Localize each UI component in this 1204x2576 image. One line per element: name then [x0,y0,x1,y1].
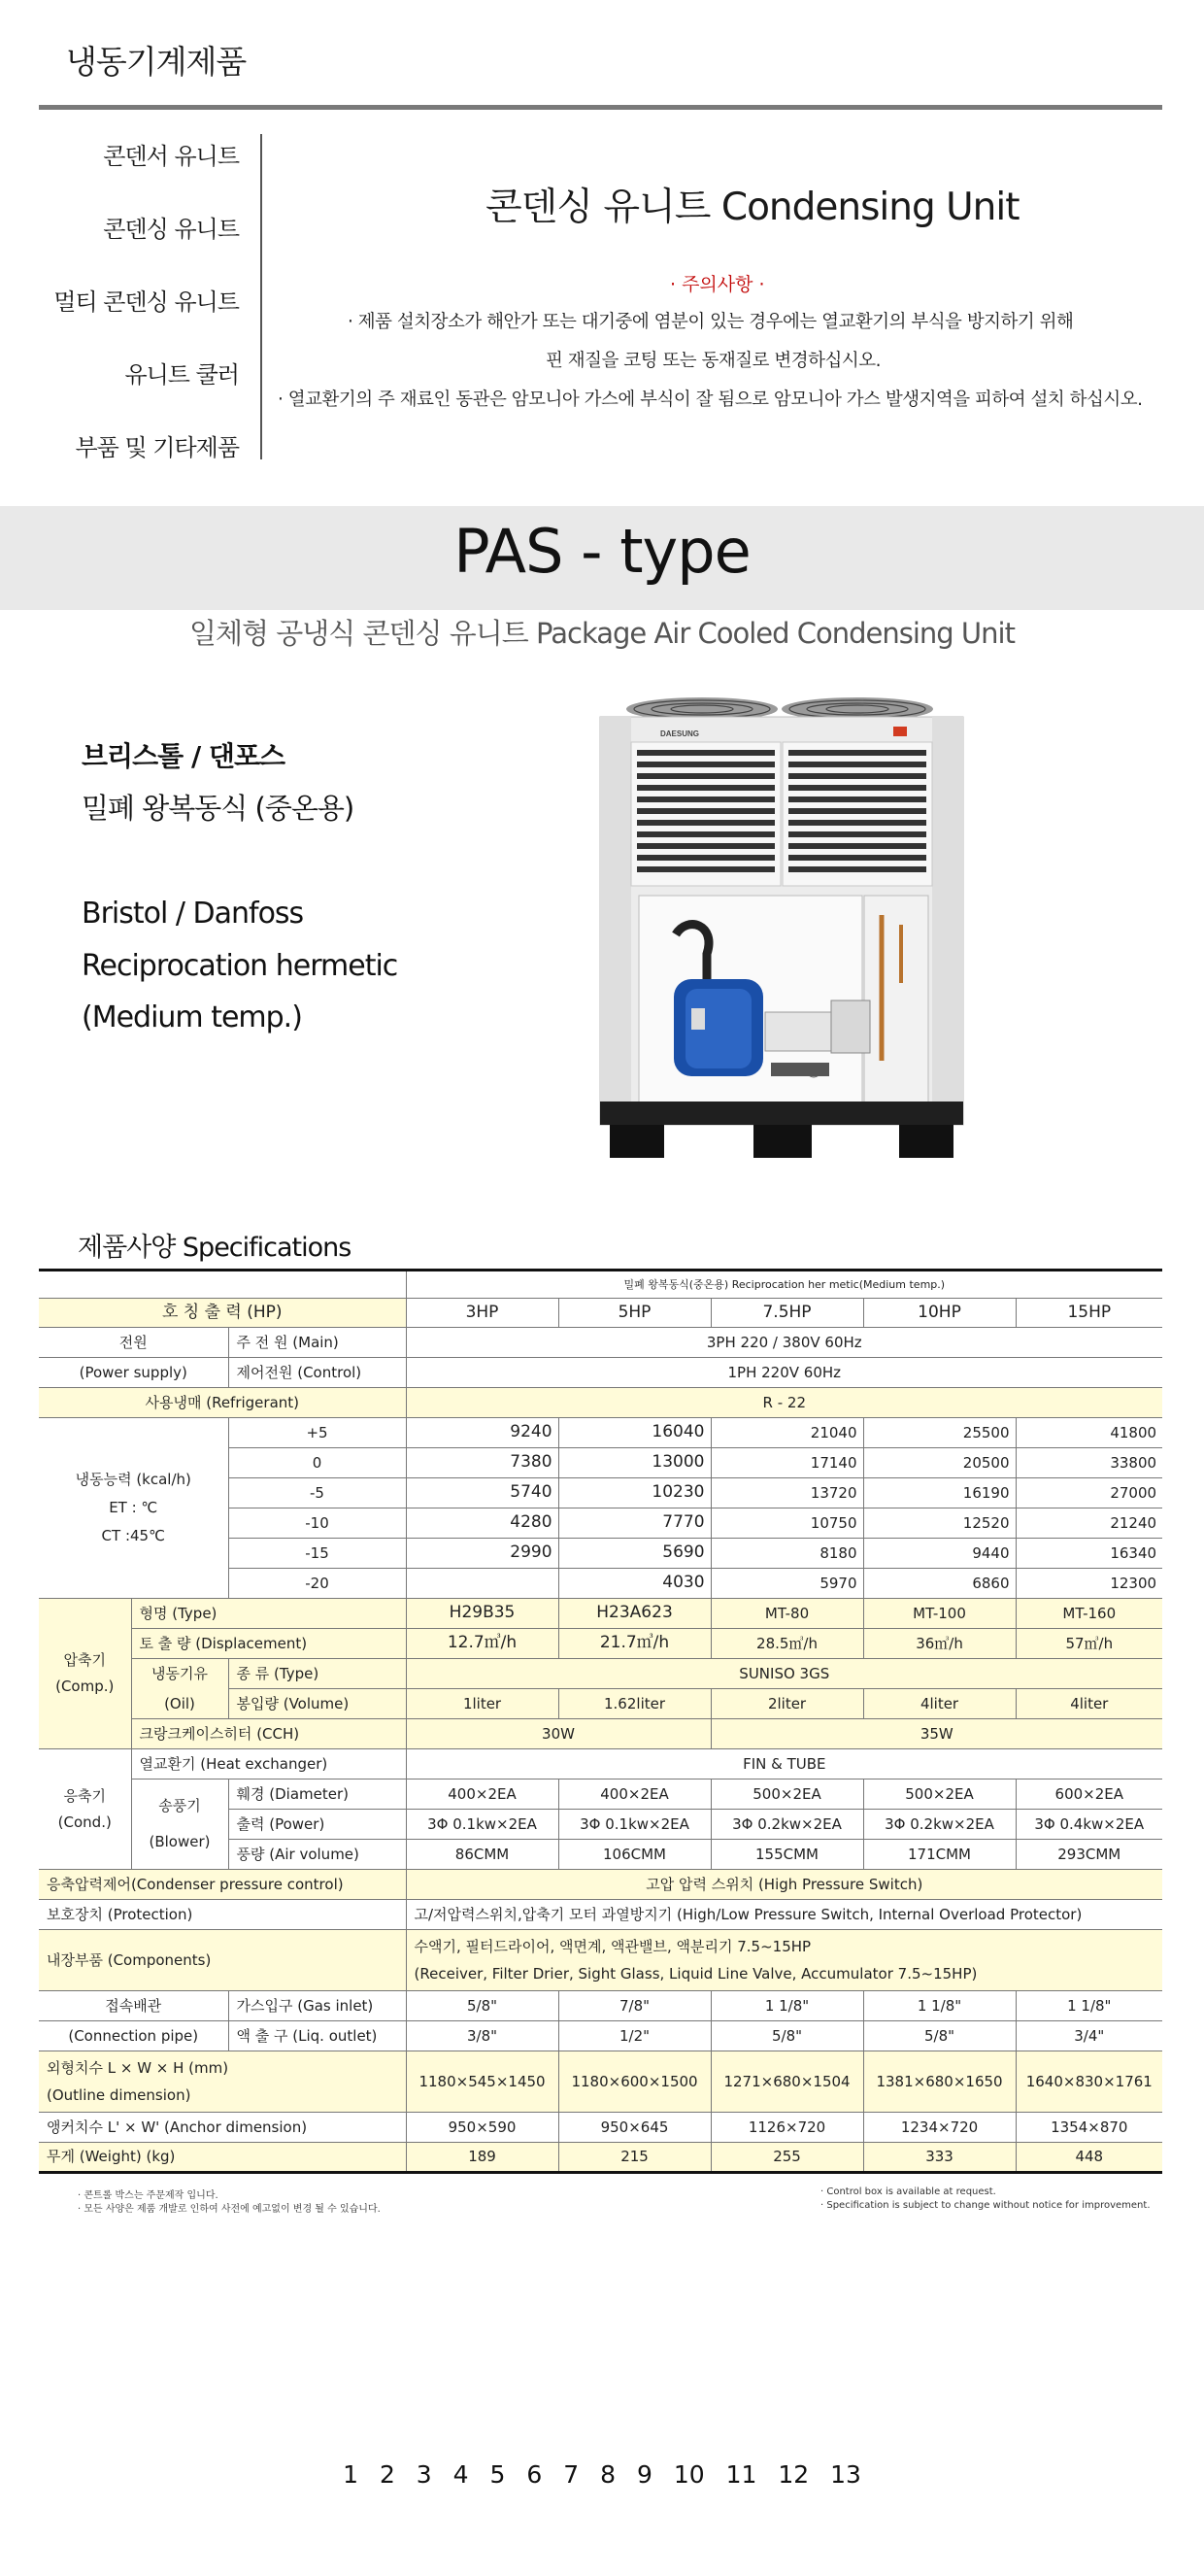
outline-label-ko: 외형치수 L × W × H (mm) [47,2058,229,2077]
cch-large-value: 35W [711,1719,1162,1749]
components-value-en: (Receiver, Filter Drier, Sight Glass, Liquid Line Valve, Accumulator 7.5~15HP) [414,1965,978,1983]
capacity-et-value: 0 [228,1448,406,1478]
anchor-label: 앵커치수 L' × W' (Anchor dimension) [39,2113,406,2143]
pagination [0,2460,1204,2489]
protection-value: 고/저압력스위치,압축기 모터 과열방지기 (High/Low Pressure Switch, Internal Overload Protector) [406,1900,1162,1930]
capacity-cell: 16340 [1016,1539,1162,1569]
table-row [39,1629,1162,1659]
capacity-cell: 9440 [863,1539,1016,1569]
capacity-cell: 10750 [711,1508,863,1539]
power-main-label: 주 전 원 (Main) [228,1328,406,1358]
svg-text:DAESUNG: DAESUNG [660,729,700,738]
blower-power-cell: 3Φ 0.2kw×2EA [863,1810,1016,1840]
capacity-cell: 17140 [711,1448,863,1478]
components-value-ko: 수액기, 필터드라이어, 액면계, 액관밸브, 액분리기 7.5~15HP [414,1937,812,1955]
blower-power-cell: 3Φ 0.1kw×2EA [406,1810,558,1840]
nav-item-parts[interactable]: 부품 및 기타제품 [75,434,239,461]
liquid-outlet-label: 액 출 구 (Liq. outlet) [228,2021,406,2051]
weight-cell: 255 [711,2143,863,2173]
description-brand-ko: 브리스톨 / 댄포스 [82,740,285,772]
compressor-type: H29B35 [406,1599,558,1629]
oil-label-en: (Oil) [164,1694,195,1712]
oil-label-ko: 냉동기유 [151,1664,208,1682]
gas-inlet-cell: 1 1/8" [1016,1991,1162,2021]
gas-inlet-cell: 5/8" [406,1991,558,2021]
compressor-type: H23A623 [558,1599,711,1629]
capacity-label-text: 냉동능력 (kcal/h) [75,1471,191,1489]
capacity-et-value: +5 [228,1418,406,1448]
page-link-5[interactable]: 5 [489,2460,506,2489]
capacity-et-value: -10 [228,1508,406,1539]
capacity-cell: 16040 [558,1418,711,1448]
capacity-cell: 33800 [1016,1448,1162,1478]
page-link-9[interactable]: 9 [636,2460,652,2489]
capacity-et-value: -20 [228,1569,406,1599]
liquid-outlet-cell: 1/2" [558,2021,711,2051]
description-brand-en: Bristol / Danfoss [82,897,304,931]
page-link-10[interactable]: 10 [673,2460,705,2489]
table-row [39,1418,1162,1448]
caution-line: · 제품 설치장소가 해안가 또는 대기중에 염분이 있는 경우에는 열교환기의 부식을 방지하기 위해 [348,312,1074,332]
gas-inlet-cell: 1 1/8" [863,1991,1016,2021]
spec-blank-cell [39,1271,406,1299]
blower-label-en: (Blower) [149,1833,211,1850]
page-link-13[interactable]: 13 [830,2460,861,2489]
capacity-cell: 25500 [863,1418,1016,1448]
table-row [39,1930,1162,1991]
capacity-cell: 12300 [1016,1569,1162,1599]
outline-label [39,2051,406,2113]
oil-volume-label: 봉입량 (Volume) [228,1689,406,1719]
caution-line: · 열교환기의 주 재료인 동관은 암모니아 가스에 부식이 잘 됨으로 암모니아 가스 발생지역을 피하여 설치 하십시오. [278,390,1143,410]
product-title: 콘덴싱 유니트 Condensing Unit [485,186,1020,229]
footnote-en: · Specification is subject to change without notice for improvement. [820,2200,1151,2211]
footnote-ko: · 모든 사양은 제품 개발로 인하여 사전에 예고없이 변경 될 수 있습니다. [78,2204,381,2215]
footnote-ko: · 콘트롤 박스는 주문제작 입니다. [78,2190,218,2201]
capacity-cell: 21040 [711,1418,863,1448]
capacity-cell: 13720 [711,1478,863,1508]
table-row [39,1779,1162,1810]
displacement-cell: 57㎥/h [1016,1629,1162,1659]
table-row [39,1388,1162,1418]
capacity-et-value: -5 [228,1478,406,1508]
oil-type-label: 종 류 (Type) [228,1659,406,1689]
type-title: PAS - type [453,516,751,587]
table-row [39,1659,1162,1689]
page-heading: 냉동기계제품 [66,43,247,81]
page-link-11[interactable]: 11 [725,2460,757,2489]
footnote-en: · Control box is available at request. [820,2186,996,2197]
anchor-cell: 1234×720 [863,2113,1016,2143]
table-row [39,2143,1162,2173]
nav-item-condenser-unit[interactable]: 콘덴서 유니트 [103,143,239,170]
refrigerant-value: R - 22 [406,1388,1162,1418]
power-supply-label-ko: 전원 [39,1328,228,1358]
sub-title: 일체형 공냉식 콘덴싱 유니트 Package Air Cooled Condensing Unit [189,617,1015,650]
capacity-cell: 5970 [711,1569,863,1599]
oil-volume-cell: 2liter [711,1689,863,1719]
liquid-outlet-cell: 3/4" [1016,2021,1162,2051]
blower-label [131,1779,228,1870]
refrigerant-label: 사용냉매 (Refrigerant) [39,1388,406,1418]
table-row [39,1299,1162,1328]
page-link-8[interactable]: 8 [600,2460,616,2489]
liquid-outlet-cell: 3/8" [406,2021,558,2051]
capacity-et-value: -15 [228,1539,406,1569]
pressure-control-value: 고압 압력 스위치 (High Pressure Switch) [406,1870,1162,1900]
outline-cell: 1180×545×1450 [406,2051,558,2113]
liquid-outlet-cell: 5/8" [863,2021,1016,2051]
cch-small-value: 30W [406,1719,711,1749]
oil-label [131,1659,228,1719]
diameter-cell: 600×2EA [1016,1779,1162,1810]
table-row [39,1358,1162,1388]
spec-table [39,1269,1162,2174]
compressor-type: MT-100 [863,1599,1016,1629]
capacity-label [39,1418,228,1599]
diameter-cell: 500×2EA [863,1779,1016,1810]
nav-item-condensing-unit[interactable]: 콘덴싱 유니트 [103,216,239,243]
capacity-cell: 10230 [558,1478,711,1508]
air-volume-cell: 171CMM [863,1840,1016,1870]
outline-cell: 1271×680×1504 [711,2051,863,2113]
table-row [39,1719,1162,1749]
oil-type-value: SUNISO 3GS [406,1659,1162,1689]
nav-item-multi-condensing-unit[interactable]: 멀티 콘덴싱 유니트 [53,288,239,316]
capacity-cell: 9240 [406,1418,558,1448]
weight-cell: 189 [406,2143,558,2173]
page-link-3[interactable]: 3 [416,2460,432,2489]
condenser-label-en: (Cond.) [57,1813,112,1831]
model-header: 3HP [406,1299,558,1328]
capacity-cell: 20500 [863,1448,1016,1478]
diameter-label: 훼경 (Diameter) [228,1779,406,1810]
outline-cell: 1180×600×1500 [558,2051,711,2113]
protection-label: 보호장치 (Protection) [39,1900,406,1930]
displacement-cell: 28.5㎥/h [711,1629,863,1659]
weight-cell: 215 [558,2143,711,2173]
power-main-value: 3PH 220 / 380V 60Hz [406,1328,1162,1358]
heading-divider [39,105,1162,110]
air-volume-cell: 155CMM [711,1840,863,1870]
compressor-type: MT-80 [711,1599,863,1629]
capacity-ct: CT :45℃ [101,1526,165,1544]
model-header: 10HP [863,1299,1016,1328]
table-row [39,1991,1162,2021]
page-link-1[interactable]: 1 [343,2460,358,2489]
connection-label-ko: 접속배관 [39,1991,228,2021]
series-header: 밀폐 왕복동식(중온용) Reciprocation her metic(Medium temp.) [406,1271,1162,1299]
diameter-cell: 400×2EA [406,1779,558,1810]
capacity-cell: 5690 [558,1539,711,1569]
capacity-cell: 8180 [711,1539,863,1569]
outline-cell: 1640×830×1761 [1016,2051,1162,2113]
power-control-value: 1PH 220V 60Hz [406,1358,1162,1388]
displacement-cell: 21.7㎥/h [558,1629,711,1659]
model-header: 7.5HP [711,1299,863,1328]
capacity-cell: 6860 [863,1569,1016,1599]
compressor-label-en: (Comp.) [55,1678,115,1695]
blower-power-cell: 3Φ 0.1kw×2EA [558,1810,711,1840]
capacity-cell: 7770 [558,1508,711,1539]
diameter-cell: 500×2EA [711,1779,863,1810]
displacement-label: 토 출 량 (Displacement) [131,1629,406,1659]
oil-volume-cell: 4liter [863,1689,1016,1719]
outline-label-en: (Outline dimension) [47,2086,191,2104]
anchor-cell: 1126×720 [711,2113,863,2143]
connection-label-en: (Connection pipe) [39,2021,228,2051]
page-link-2[interactable]: 2 [379,2460,395,2489]
page-link-6[interactable]: 6 [526,2460,543,2489]
page-link-12[interactable]: 12 [778,2460,810,2489]
oil-volume-cell: 1liter [406,1689,558,1719]
blower-label-ko: 송풍기 [158,1797,201,1815]
diameter-cell: 400×2EA [558,1779,711,1810]
compressor-type: MT-160 [1016,1599,1162,1629]
table-row [39,1749,1162,1779]
model-header: 5HP [558,1299,711,1328]
compressor-label [39,1599,131,1749]
compressor-type-label: 형명 (Type) [131,1599,406,1629]
components-label: 내장부품 (Components) [39,1930,406,1991]
capacity-cell [406,1569,558,1599]
power-supply-label-en: (Power supply) [39,1358,228,1388]
blower-power-cell: 3Φ 0.2kw×2EA [711,1810,863,1840]
weight-cell: 448 [1016,2143,1162,2173]
condenser-label-ko: 응축기 [63,1786,106,1805]
caution-title: · 주의사항 · [670,274,765,295]
weight-cell: 333 [863,2143,1016,2173]
air-volume-cell: 106CMM [558,1840,711,1870]
table-row [39,2113,1162,2143]
model-label: 호 칭 출 력 (HP) [39,1299,406,1328]
pressure-control-label: 응축압력제어(Condenser pressure control) [39,1870,406,1900]
anchor-cell: 1354×870 [1016,2113,1162,2143]
gas-inlet-cell: 7/8" [558,1991,711,2021]
table-row [39,2051,1162,2113]
capacity-cell: 41800 [1016,1418,1162,1448]
condenser-label [39,1749,131,1870]
oil-volume-cell: 1.62liter [558,1689,711,1719]
nav-item-unit-cooler[interactable]: 유니트 쿨러 [124,361,239,389]
weight-label: 무게 (Weight) (kg) [39,2143,406,2173]
page-link-4[interactable]: 4 [452,2460,469,2489]
gas-inlet-cell: 1 1/8" [711,1991,863,2021]
capacity-cell: 27000 [1016,1478,1162,1508]
description-type-ko: 밀폐 왕복동식 (중온용) [82,792,354,825]
capacity-cell: 7380 [406,1448,558,1478]
displacement-cell: 36㎥/h [863,1629,1016,1659]
table-row [39,2021,1162,2051]
heat-exchanger-label: 열교환기 (Heat exchanger) [131,1749,406,1779]
oil-volume-cell: 4liter [1016,1689,1162,1719]
components-value [406,1930,1162,1991]
cch-label: 크랑크케이스히터 (CCH) [131,1719,406,1749]
side-nav [39,134,262,459]
capacity-cell: 12520 [863,1508,1016,1539]
blower-power-label: 출력 (Power) [228,1810,406,1840]
displacement-cell: 12.7㎥/h [406,1629,558,1659]
capacity-cell: 21240 [1016,1508,1162,1539]
capacity-cell: 5740 [406,1478,558,1508]
capacity-cell: 4030 [558,1569,711,1599]
table-row [39,1900,1162,1930]
anchor-cell: 950×645 [558,2113,711,2143]
compressor-label-ko: 압축기 [63,1651,106,1670]
description-temp-en: (Medium temp.) [82,1000,302,1034]
outline-cell: 1381×680×1650 [863,2051,1016,2113]
model-header: 15HP [1016,1299,1162,1328]
air-volume-cell: 86CMM [406,1840,558,1870]
condensing-unit-image [590,692,973,1160]
table-row [39,1870,1162,1900]
anchor-cell: 950×590 [406,2113,558,2143]
air-volume-cell: 293CMM [1016,1840,1162,1870]
capacity-cell: 16190 [863,1478,1016,1508]
capacity-cell: 4280 [406,1508,558,1539]
air-volume-label: 풍량 (Air volume) [228,1840,406,1870]
page-link-7[interactable]: 7 [563,2460,580,2489]
gas-inlet-label: 가스입구 (Gas inlet) [228,1991,406,2021]
heat-exchanger-value: FIN & TUBE [406,1749,1162,1779]
capacity-cell: 2990 [406,1539,558,1569]
capacity-cell: 13000 [558,1448,711,1478]
table-row [39,1271,1162,1299]
table-row [39,1599,1162,1629]
description-type-en: Reciprocation hermetic [82,949,398,983]
spec-heading: 제품사양 Specifications [78,1233,351,1263]
blower-power-cell: 3Φ 0.4kw×2EA [1016,1810,1162,1840]
caution-line: 핀 재질을 코팅 또는 동재질로 변경하십시오. [546,351,881,371]
table-row [39,1328,1162,1358]
power-control-label: 제어전원 (Control) [228,1358,406,1388]
capacity-et: ET : ℃ [109,1499,158,1517]
liquid-outlet-cell: 5/8" [711,2021,863,2051]
